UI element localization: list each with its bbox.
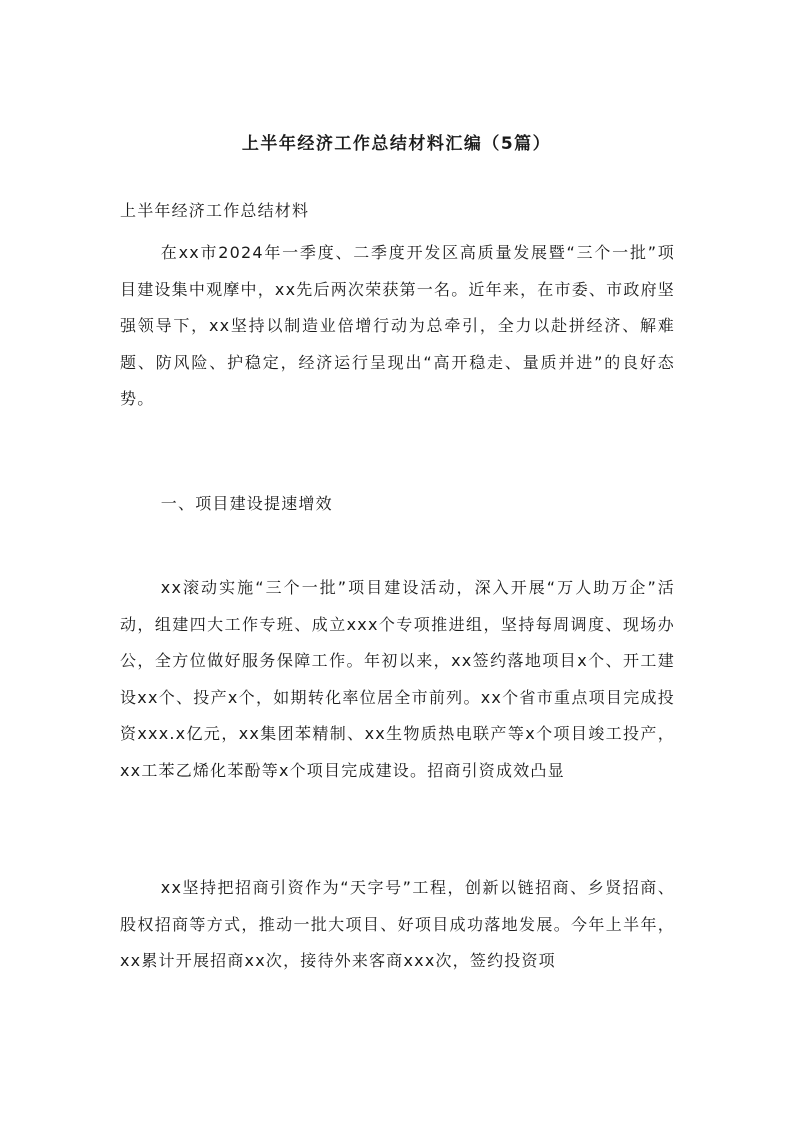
section-2-paragraph: xx坚持把招商引资作为“天字号”工程，创新以链招商、乡贤招商、股权招商等方式，推动一批大项目、好项目成功落地发展。今年上半年，xx累计开展招商xx次，接待外来客商xxx次，签约投资项 [120, 878, 675, 971]
document-title: 上半年经济工作总结材料汇编（5篇） [241, 134, 552, 154]
section-1-heading: 一、项目建设提速增效 [160, 494, 333, 513]
document-subtitle: 上半年经济工作总结材料 [120, 201, 310, 220]
section-1-paragraph: xx滚动实施“三个一批”项目建设活动，深入开展“万人助万企”活动，组建四大工作专班、成立xxx个专项推进组，坚持每周调度、现场办公，全方位做好服务保障工作。年初以来，xx签约落地项目x个、开工建设xx个、投产x个，如期转化率位居全市前列。xx个省市重点项目完成投资xxx.x亿元，xx集团苯精制、xx生物质热电联产等x个项目竣工投产，xx工苯乙烯化苯酚等x个项目完成建设。招商引资成效凸显 [120, 578, 675, 780]
intro-paragraph: 在xx市2024年一季度、二季度开发区高质量发展暨“三个一批”项目建设集中观摩中，xx先后两次荣获第一名。近年来，在市委、市政府坚强领导下，xx坚持以制造业倍增行动为总牵引，全力以赴拼经济、解难题、防风险、护稳定，经济运行呈现出“高开稳走、量质并进”的良好态势。 [120, 243, 675, 409]
